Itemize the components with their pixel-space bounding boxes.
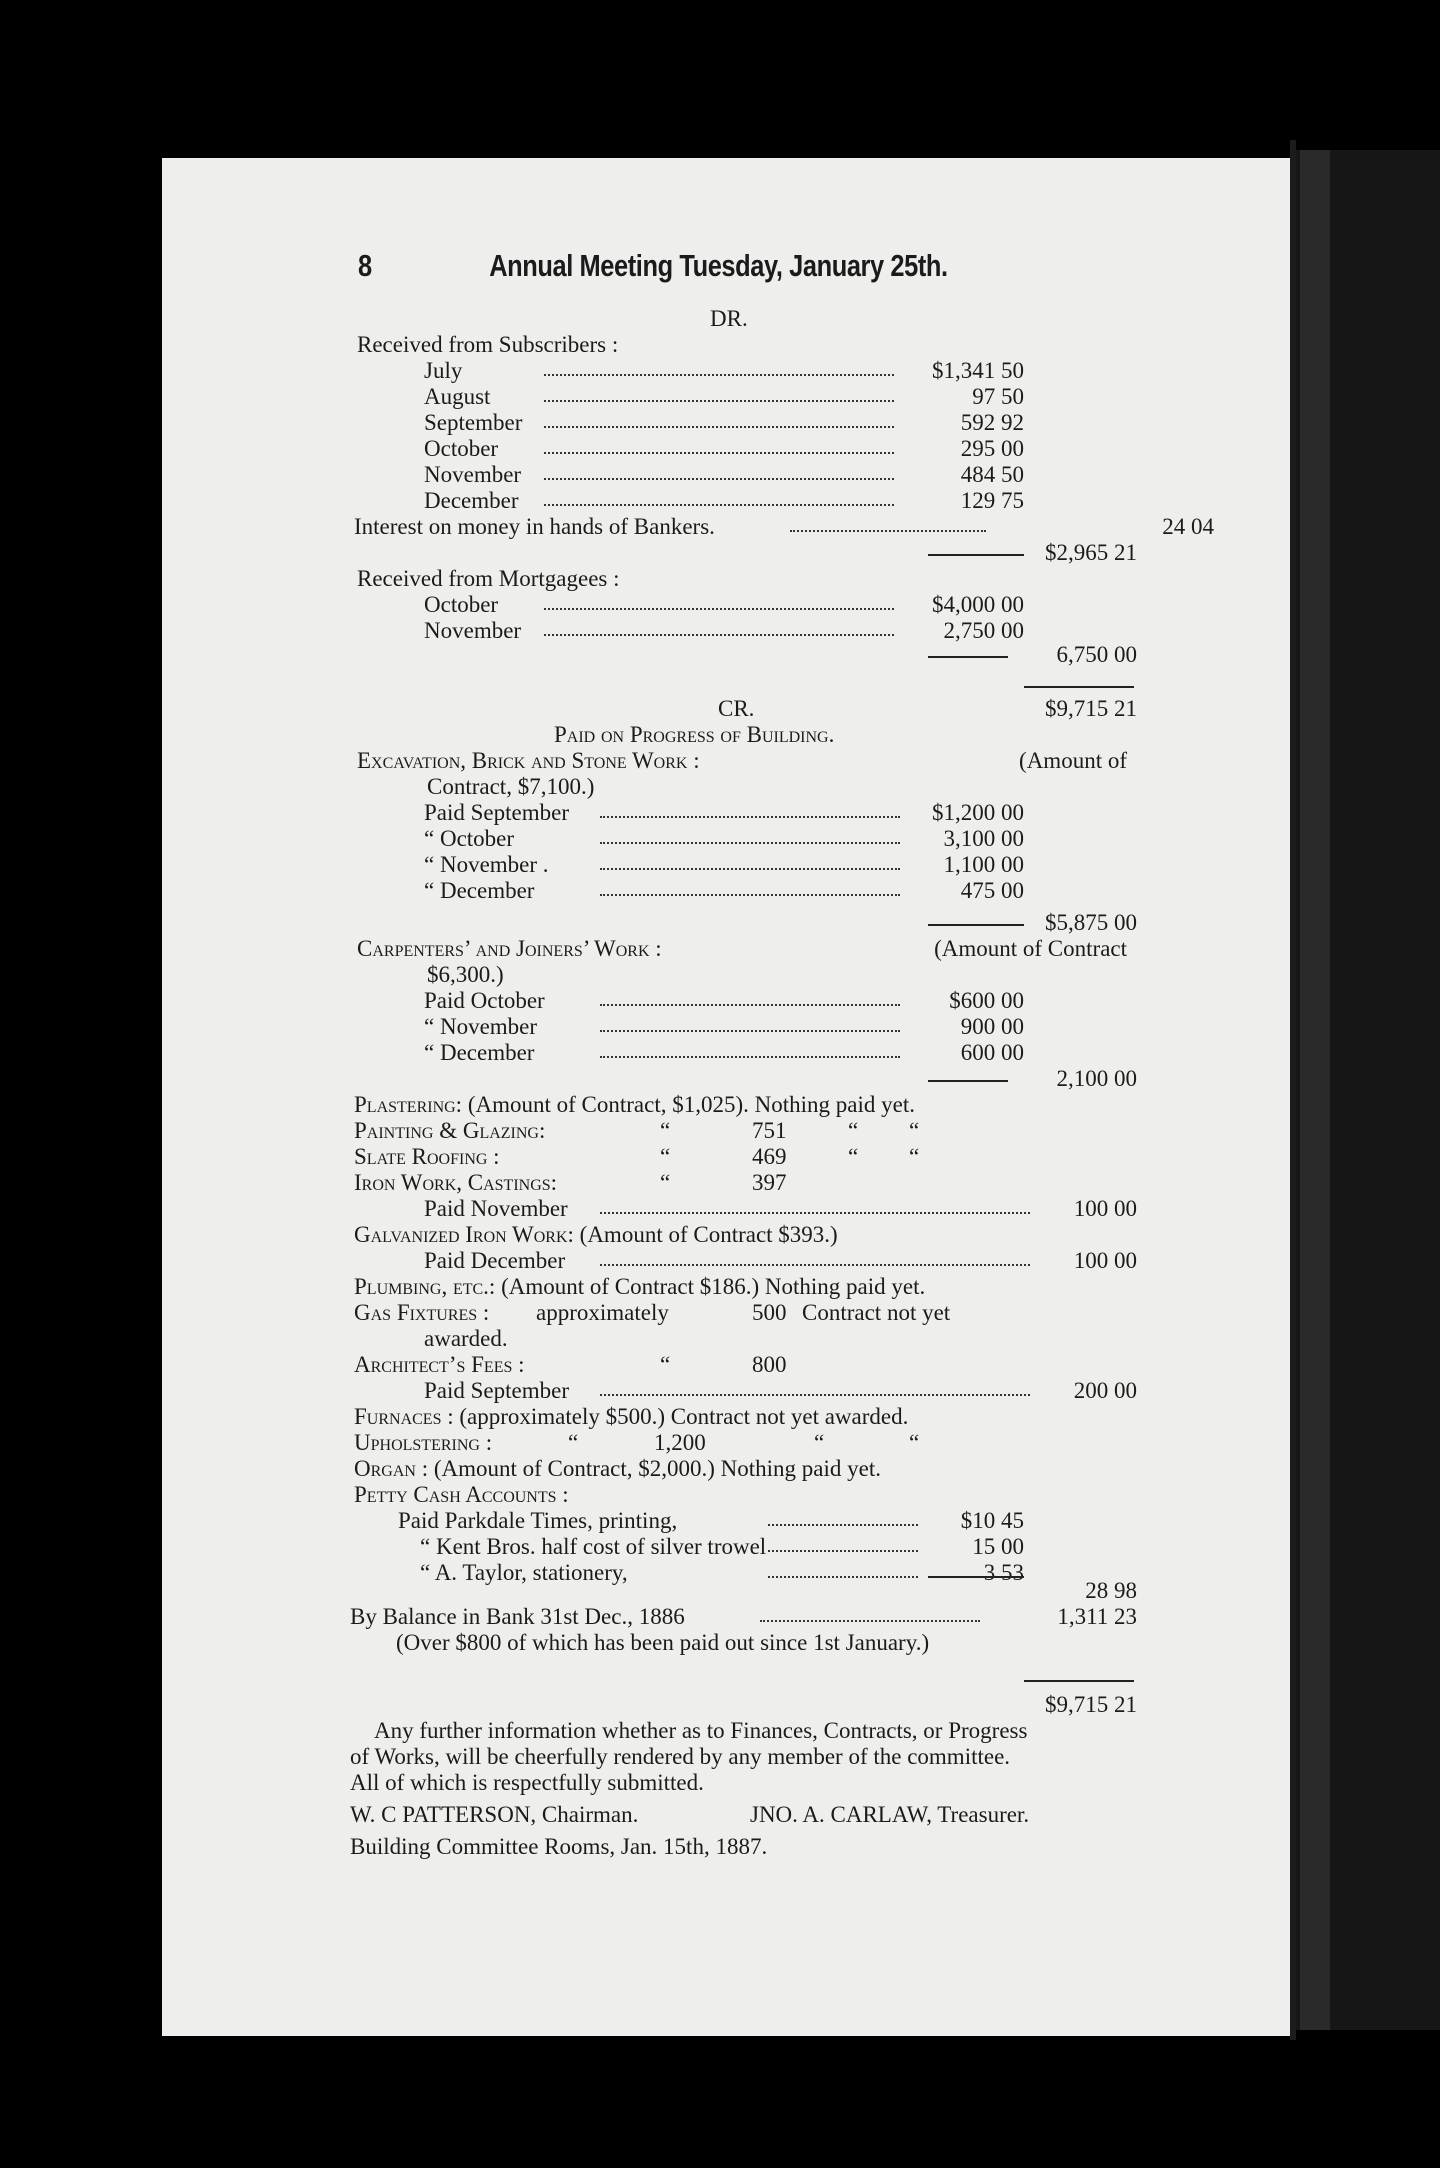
- facing-page-edge: [1300, 150, 1330, 2030]
- carpenters-payment-row: [424, 988, 1024, 1014]
- petty-total: 28 98: [1085, 1578, 1137, 1603]
- ditto-mark: “: [568, 1430, 579, 1455]
- galvanized-paid-label: Paid December: [424, 1248, 566, 1273]
- leader-dots: [600, 878, 900, 896]
- subtotal-2: 6,750 00: [1056, 642, 1137, 667]
- plastering-text: (Amount of Contract, $1,025). Nothing paid yet.: [467, 1092, 915, 1117]
- leader-dots: [600, 1248, 1030, 1266]
- subscriber-row-label: October: [424, 436, 499, 461]
- petty-cash-row-amount: 3 53: [983, 1560, 1024, 1585]
- painting-row: [354, 1118, 1144, 1144]
- subscriber-row-label: September: [424, 410, 523, 435]
- interest-row: [354, 514, 1214, 540]
- treasurer-signature: JNO. A. CARLAW, Treasurer.: [750, 1802, 1030, 1827]
- ditto-mark: “: [660, 1118, 671, 1143]
- balance-row: [350, 1604, 1137, 1630]
- petty-title: Petty Cash Accounts :: [354, 1482, 569, 1507]
- iron-paid-row: [424, 1196, 1137, 1222]
- slate-title: Slate Roofing :: [354, 1144, 500, 1169]
- architect-title: Architect’s Fees :: [354, 1352, 525, 1377]
- carpenters-payment-row-amount: 900 00: [960, 1014, 1024, 1039]
- excavation-payment-row-label: “ October: [424, 826, 515, 851]
- petty-cash-row-label: “ Kent Bros. half cost of silver trowel: [420, 1534, 767, 1559]
- dr-heading: DR.: [710, 306, 748, 331]
- grand-total-row: [162, 1692, 1137, 1718]
- cr-total-row: [162, 696, 1137, 722]
- subscribers-label: Received from Subscribers :: [357, 332, 619, 357]
- subscriber-row-amount: 295 00: [960, 436, 1024, 461]
- closing-line-3: All of which is respectfully submitted.: [350, 1770, 704, 1795]
- carpenters-payment-row-amount: $600 00: [949, 988, 1024, 1013]
- iron-amount: 397: [752, 1170, 787, 1195]
- gas-amount: 500: [752, 1300, 787, 1325]
- iron-row: [354, 1170, 1144, 1196]
- architect-row: [354, 1352, 1144, 1378]
- document-page: [162, 158, 1290, 2036]
- slate-row: [354, 1144, 1144, 1170]
- subscriber-row-amount: 129 75: [960, 488, 1024, 513]
- furnaces-title: Furnaces :: [354, 1404, 454, 1429]
- leader-dots: [544, 358, 894, 376]
- cr-total: $9,715 21: [1045, 696, 1137, 721]
- leader-dots: [600, 988, 900, 1006]
- mortgagee-row: [424, 592, 1024, 618]
- plastering-row: [354, 1092, 915, 1118]
- page-text: [162, 158, 1290, 2036]
- galvanized-row: [354, 1222, 838, 1248]
- petty-total-row: [162, 1578, 1137, 1604]
- subscriber-row-amount: 592 92: [960, 410, 1024, 435]
- excavation-total: $5,875 00: [1045, 910, 1137, 935]
- excavation-payment-row-label: Paid September: [424, 800, 569, 825]
- subscriber-row-amount: 97 50: [972, 384, 1024, 409]
- subtotal-1: $2,965 21: [1045, 540, 1137, 565]
- gas-row: [354, 1300, 1144, 1326]
- iron-title: Iron Work, Castings:: [354, 1170, 558, 1195]
- galvanized-text: (Amount of Contract $393.): [579, 1222, 838, 1247]
- page-number: 8: [358, 248, 372, 283]
- leader-dots: [790, 514, 986, 532]
- balance-label: By Balance in Bank 31st Dec., 1886: [350, 1604, 685, 1629]
- carpenters-total: 2,100 00: [1056, 1066, 1137, 1091]
- excavation-payment-row-amount: 3,100 00: [943, 826, 1024, 851]
- subscriber-row: [424, 488, 1024, 514]
- petty-cash-row-label: “ A. Taylor, stationery,: [420, 1560, 628, 1585]
- plastering-title: Plastering:: [354, 1092, 463, 1117]
- leader-dots: [544, 592, 894, 610]
- subscriber-row: [424, 358, 1024, 384]
- architect-paid-row: [424, 1378, 1137, 1404]
- petty-cash-row-amount: $10 45: [960, 1508, 1024, 1533]
- leader-dots: [544, 384, 894, 402]
- subscriber-row: [424, 410, 1024, 436]
- leader-dots: [768, 1534, 918, 1552]
- leader-dots: [544, 488, 894, 506]
- excavation-payment-row: [424, 878, 1024, 904]
- upholstering-title: Upholstering :: [354, 1430, 493, 1455]
- leader-dots: [768, 1508, 918, 1526]
- signatures-row: [350, 1802, 1150, 1828]
- organ-row: [354, 1456, 881, 1482]
- grand-total: $9,715 21: [1045, 1692, 1137, 1717]
- galvanized-paid-amount: 100 00: [1073, 1248, 1137, 1273]
- painting-title: Painting & Glazing:: [354, 1118, 546, 1143]
- interest-amount: 24 04: [1162, 514, 1214, 539]
- painting-amount: 751: [752, 1118, 787, 1143]
- excavation-payment-row-amount: $1,200 00: [932, 800, 1024, 825]
- architect-paid-label: Paid September: [424, 1378, 569, 1403]
- leader-dots: [600, 1014, 900, 1032]
- ditto-mark: “: [814, 1430, 825, 1455]
- rule: [1024, 686, 1134, 688]
- subscriber-row-label: August: [424, 384, 491, 409]
- excavation-contract-2: Contract, $7,100.): [427, 774, 595, 799]
- excavation-payment-row: [424, 800, 1024, 826]
- excavation-heading-row: [357, 748, 1147, 774]
- leader-dots: [600, 1378, 1030, 1396]
- furnaces-row: [354, 1404, 908, 1430]
- slate-amount: 469: [752, 1144, 787, 1169]
- carpenters-payment-row: [424, 1040, 1024, 1066]
- carpenters-payment-row-amount: 600 00: [960, 1040, 1024, 1065]
- mortgagee-row-amount: 2,750 00: [943, 618, 1024, 643]
- ditto-mark: “: [660, 1352, 671, 1377]
- leader-dots: [600, 1196, 1030, 1214]
- carpenters-payment-row: [424, 1014, 1024, 1040]
- cr-heading: CR.: [718, 696, 755, 721]
- organ-title: Organ :: [354, 1456, 429, 1481]
- ditto-mark: “: [909, 1144, 920, 1169]
- mortgagee-row-label: November: [424, 618, 522, 643]
- carpenters-title: Carpenters’ and Joiners’ Work :: [357, 936, 662, 961]
- progress-heading: Paid on Progress of Building.: [554, 722, 835, 747]
- ditto-mark: “: [848, 1118, 859, 1143]
- carpenters-total-row: [162, 1066, 1137, 1092]
- leader-dots: [600, 852, 900, 870]
- petty-cash-row: [398, 1508, 1024, 1534]
- excavation-total-row: [162, 910, 1137, 936]
- galvanized-title: Galvanized Iron Work:: [354, 1222, 574, 1247]
- organ-text: (Amount of Contract, $2,000.) Nothing paid yet.: [433, 1456, 881, 1481]
- galvanized-paid-row: [424, 1248, 1137, 1274]
- leader-dots: [768, 1560, 918, 1578]
- interest-label: Interest on money in hands of Bankers.: [354, 514, 715, 539]
- ditto-mark: “: [660, 1170, 671, 1195]
- petty-cash-row-amount: 15 00: [972, 1534, 1024, 1559]
- ditto-mark: “: [660, 1144, 671, 1169]
- rule: [1024, 1680, 1134, 1682]
- upholstering-amount: 1,200: [654, 1430, 706, 1455]
- furnaces-text: (approximately $500.) Contract not yet awarded.: [459, 1404, 909, 1429]
- running-header: [358, 248, 1024, 288]
- subtotal-row: [162, 642, 1137, 668]
- excavation-payment-row: [424, 852, 1024, 878]
- subscriber-row: [424, 462, 1024, 488]
- plumbing-title: Plumbing, etc.:: [354, 1274, 496, 1299]
- ditto-mark: “: [909, 1118, 920, 1143]
- ditto-mark: “: [848, 1144, 859, 1169]
- excavation-title: Excavation, Brick and Stone Work :: [357, 748, 700, 773]
- iron-paid-amount: 100 00: [1073, 1196, 1137, 1221]
- gas-text: approximately: [536, 1300, 669, 1325]
- leader-dots: [600, 800, 900, 818]
- book-gutter: [1290, 140, 1296, 2040]
- iron-paid-label: Paid November: [424, 1196, 568, 1221]
- plumbing-row: [354, 1274, 925, 1300]
- mortgagees-label: Received from Mortgagees :: [357, 566, 620, 591]
- place-date: Building Committee Rooms, Jan. 15th, 1887.: [350, 1834, 768, 1859]
- excavation-payment-row: [424, 826, 1024, 852]
- closing-line-1: Any further information whether as to Finances, Contracts, or Progress: [374, 1718, 1028, 1743]
- carpenters-heading-row: [357, 936, 1147, 962]
- mortgagee-row: [424, 618, 1024, 644]
- subscriber-row-label: November: [424, 462, 522, 487]
- leader-dots: [600, 1040, 900, 1058]
- carpenters-payment-row-label: “ December: [424, 1040, 535, 1065]
- excavation-payment-row-label: “ December: [424, 878, 535, 903]
- excavation-payment-row-amount: 1,100 00: [943, 852, 1024, 877]
- architect-amount: 800: [752, 1352, 787, 1377]
- subscriber-row: [424, 436, 1024, 462]
- petty-cash-row: [420, 1534, 1024, 1560]
- petty-cash-row-label: Paid Parkdale Times, printing,: [398, 1508, 678, 1533]
- balance-amount: 1,311 23: [1057, 1604, 1137, 1629]
- balance-note: (Over $800 of which has been paid out since 1st January.): [396, 1630, 930, 1655]
- subscriber-row-amount: $1,341 50: [932, 358, 1024, 383]
- mortgagee-row-amount: $4,000 00: [932, 592, 1024, 617]
- ditto-mark: “: [909, 1430, 920, 1455]
- carpenters-contract: (Amount of Contract: [934, 936, 1127, 961]
- gas-text-3: awarded.: [424, 1326, 508, 1351]
- leader-dots: [544, 462, 894, 480]
- leader-dots: [544, 618, 894, 636]
- leader-dots: [544, 436, 894, 454]
- excavation-contract: (Amount of: [1019, 748, 1127, 773]
- mortgagee-row-label: October: [424, 592, 499, 617]
- subscriber-row-amount: 484 50: [960, 462, 1024, 487]
- subtotal-row: [162, 540, 1137, 566]
- leader-dots: [544, 410, 894, 428]
- chairman-signature: W. C PATTERSON, Chairman.: [350, 1802, 639, 1827]
- excavation-payment-row-amount: 475 00: [960, 878, 1024, 903]
- carpenters-payment-row-label: “ November: [424, 1014, 538, 1039]
- running-head-title: Annual Meeting Tuesday, January 25th.: [489, 248, 948, 283]
- subscriber-row-label: December: [424, 488, 519, 513]
- gas-title: Gas Fixtures :: [354, 1300, 490, 1325]
- subscriber-row: [424, 384, 1024, 410]
- leader-dots: [600, 826, 900, 844]
- subscriber-row-label: July: [424, 358, 463, 383]
- architect-paid-amount: 200 00: [1073, 1378, 1137, 1403]
- leader-dots: [760, 1604, 980, 1622]
- carpenters-contract-2: $6,300.): [427, 962, 504, 987]
- upholstering-row: [354, 1430, 1144, 1456]
- plumbing-text: (Amount of Contract $186.) Nothing paid yet.: [501, 1274, 926, 1299]
- closing-line-2: of Works, will be cheerfully rendered by any member of the committee.: [350, 1744, 1011, 1769]
- carpenters-payment-row-label: Paid October: [424, 988, 545, 1013]
- excavation-payment-row-label: “ November .: [424, 852, 549, 877]
- gas-text-2: Contract not yet: [802, 1300, 951, 1325]
